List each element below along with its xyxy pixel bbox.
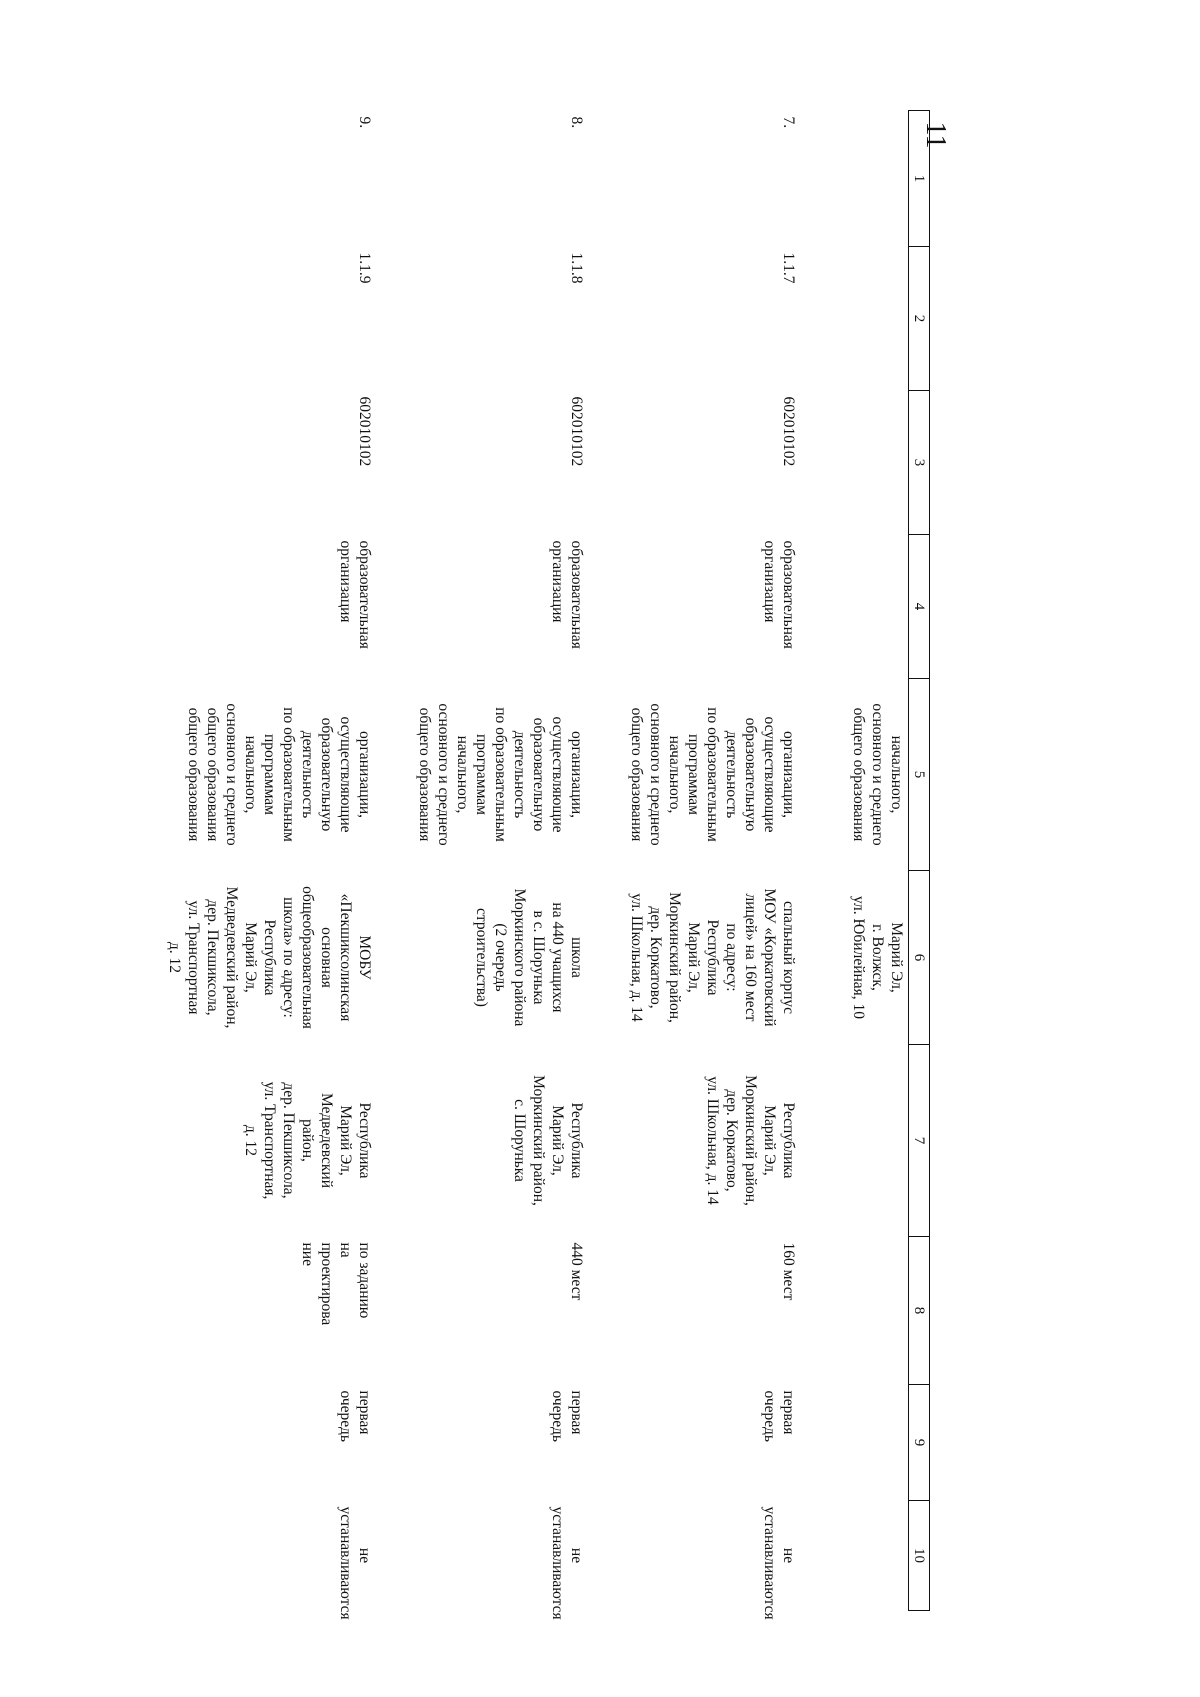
object-kind: образовательная организация — [761, 540, 797, 649]
implementation-stage: первая очередь — [549, 1390, 585, 1442]
classifier-code: 602010102 — [568, 396, 585, 467]
column-header: 5 — [909, 679, 930, 871]
organization-type: организации, осуществляющие образовательную деятельность по образовательным программам начального, основного и среднего общего образования общего образования — [185, 703, 373, 846]
column-header: 6 — [909, 871, 930, 1045]
row-number: 8. — [568, 116, 585, 129]
object-name: спальный корпус МОУ «Коркатовский лицей» на 160 мест по адресу: Республика Марий Эл, Моркинский район, дер. Коркатово, ул. Школьная, д. 14 — [628, 888, 797, 1027]
zone-restrictions: не устанавливаются — [549, 1506, 585, 1620]
table-cell — [820, 1385, 909, 1501]
table-row — [608, 111, 820, 1611]
organization-type: организации, осуществляющие образовательную деятельность по образовательным программам начального, основного и среднего общего образования — [416, 703, 585, 846]
zone-restrictions: не устанавливаются — [337, 1506, 373, 1620]
table-cell — [820, 871, 909, 1045]
column-header: 4 — [909, 535, 930, 679]
rotated-page-content — [166, 110, 930, 1620]
column-header: 10 — [909, 1501, 930, 1611]
object-kind: образовательная организация — [337, 540, 373, 649]
object-kind: образовательная организация — [549, 540, 585, 649]
table-cell — [820, 247, 909, 391]
column-header: 3 — [909, 391, 930, 535]
table-cell — [820, 391, 909, 535]
item-code: 1.1.8 — [568, 252, 585, 284]
object-name-text: Марий Эл, г. Волжск, ул. Юбилейная, 10 — [850, 895, 905, 1020]
object-location: Республика Марий Эл, Моркинский район, дер. Коркатово, ул. Школьная, д. 14 — [704, 1075, 797, 1206]
column-number-row — [909, 111, 930, 1611]
zone-restrictions: не устанавливаются — [761, 1506, 797, 1620]
table-cell — [820, 111, 909, 247]
table-cell — [820, 1501, 909, 1611]
column-header: 1 — [909, 111, 930, 247]
item-code: 1.1.7 — [780, 252, 797, 284]
row-number: 9. — [356, 116, 373, 129]
table-cell — [820, 1237, 909, 1385]
object-capacity: 160 мест — [780, 1242, 797, 1301]
table-cell — [820, 679, 909, 871]
object-capacity: 440 мест — [568, 1242, 585, 1301]
item-code: 1.1.9 — [356, 252, 373, 284]
column-header: 2 — [909, 247, 930, 391]
implementation-stage: первая очередь — [337, 1390, 373, 1442]
object-name: МОБУ «Пекшиксолинская основная общеобразовательная школа» по адресу: Республика Марий Эл, Медведевский район, дер. Пекшиксола, ул. Транспортная д. 12 — [166, 886, 373, 1029]
object-location: Республика Марий Эл, Моркинский район, с. Шорунька — [511, 1075, 585, 1206]
page-number: 11 — [920, 121, 951, 149]
organization-type-text: начального, основного и среднего общего образования — [850, 703, 905, 846]
column-header: 7 — [909, 1045, 930, 1237]
classifier-code: 602010102 — [780, 396, 797, 467]
organization-type: организации, осуществляющие образовательную деятельность по образовательным программам начального, основного и среднего общего образования — [628, 703, 797, 846]
classifier-code: 602010102 — [356, 396, 373, 467]
table-cell — [820, 535, 909, 679]
table-row — [165, 111, 396, 1611]
object-location: Республика Марий Эл, Медведевский район, дер. Пекшиксола, ул. Транспортная, д. 12 — [242, 1081, 373, 1200]
table-cell — [820, 1045, 909, 1237]
table-row — [396, 111, 608, 1611]
implementation-stage: первая очередь — [761, 1390, 797, 1442]
planning-objects-table — [165, 110, 930, 1620]
column-header: 8 — [909, 1237, 930, 1385]
column-header: 9 — [909, 1385, 930, 1501]
continuation-row — [820, 111, 909, 1611]
row-number: 7. — [780, 116, 797, 129]
object-capacity: по заданию на проектирова ние — [299, 1242, 373, 1326]
object-name: школа на 440 учащихся в с. Шорунька Моркинского района (2 очередь строительства) — [473, 888, 585, 1027]
